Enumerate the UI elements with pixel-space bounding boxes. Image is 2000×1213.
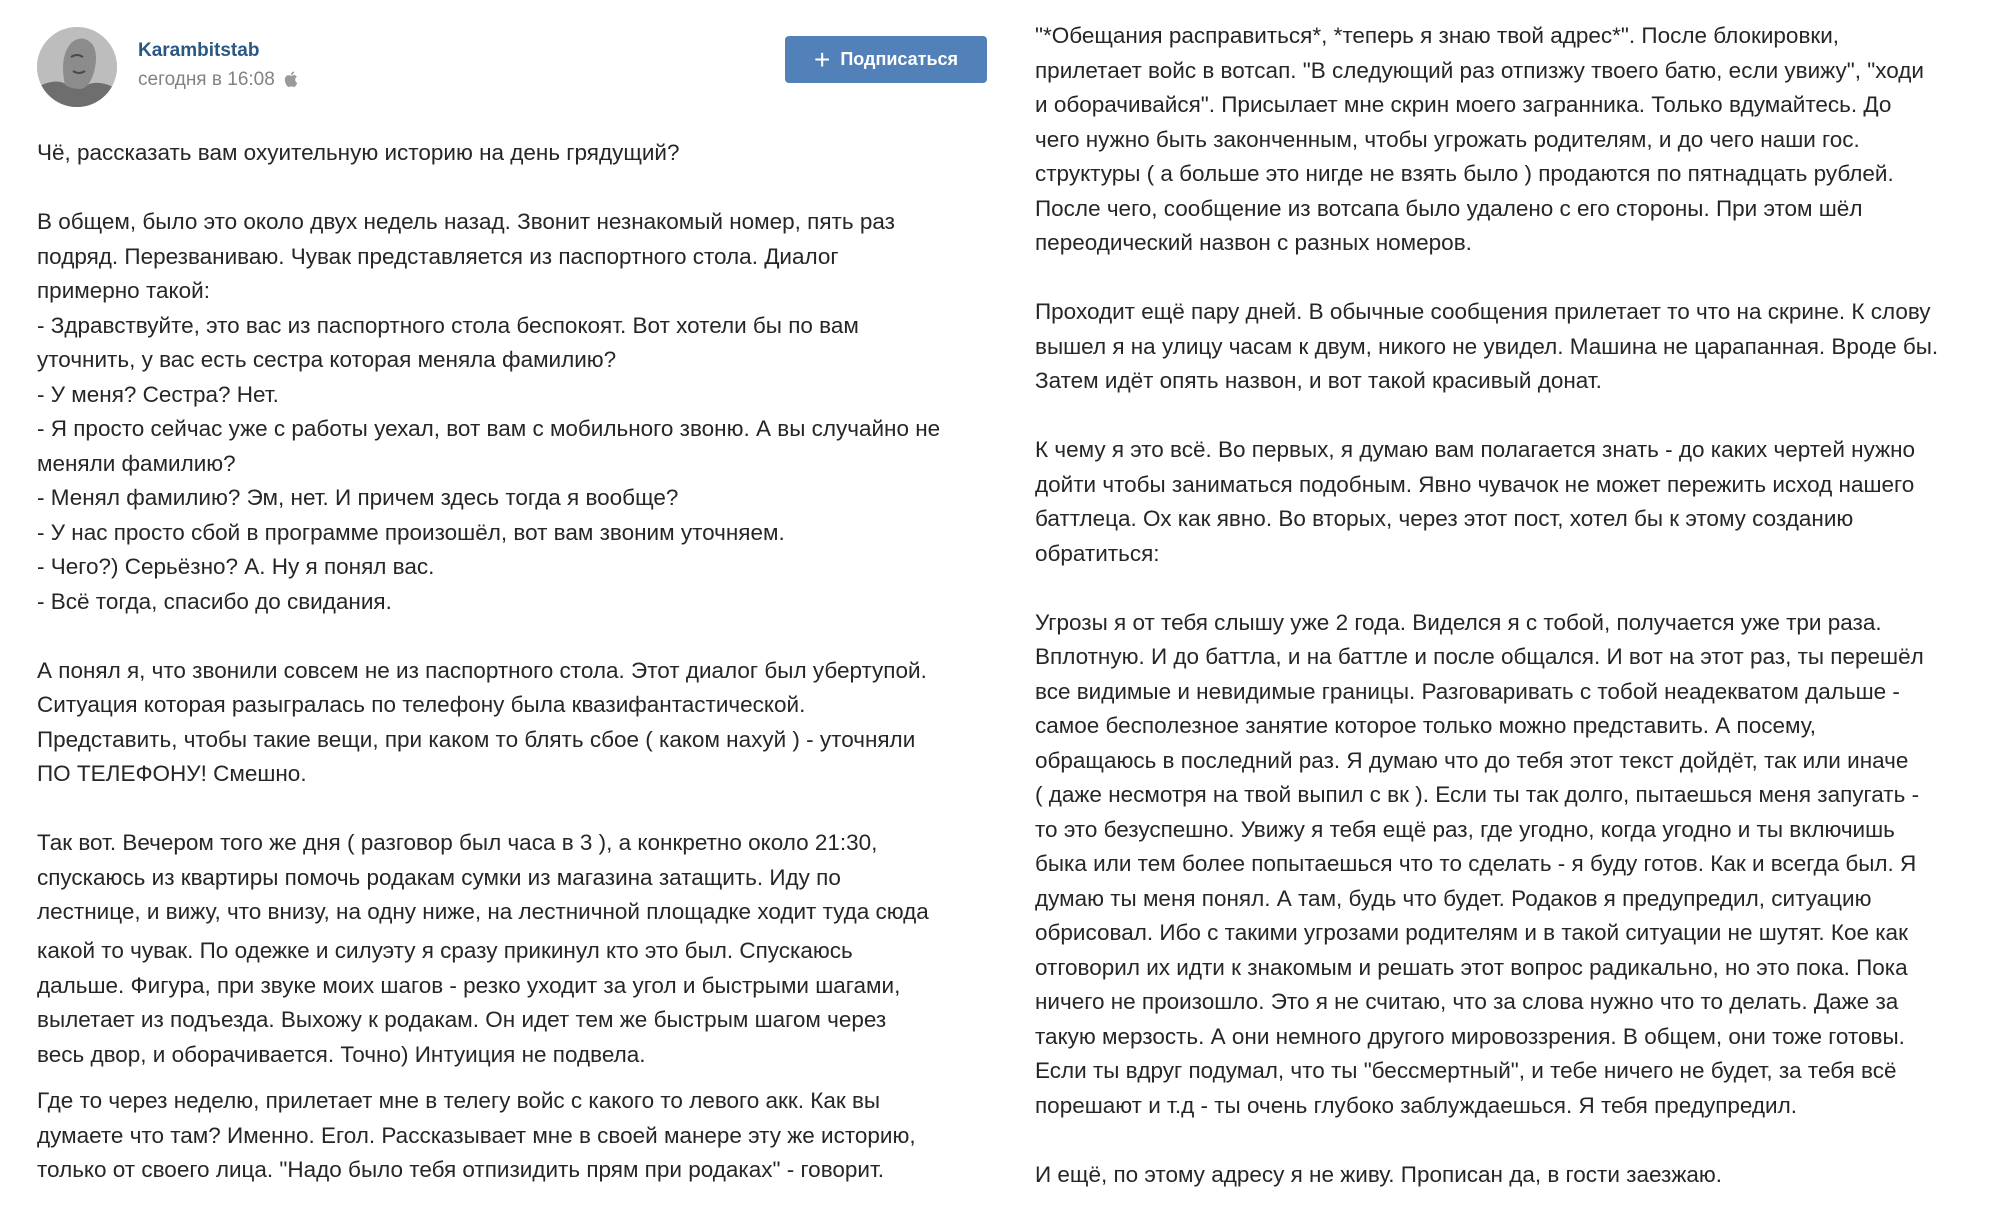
text-line: самое бесполезное занятие которое только можно представить. А посему, [1035,713,1816,738]
post-time-text: сегодня в 16:08 [138,69,275,90]
paragraph: Чё, рассказать вам охуительную историю на день грядущий? [37,140,680,165]
text-line: Проходит ещё пару дней. В обычные сообщения прилетает то что на скрине. К слову [1035,299,1931,324]
text-line: все видимые и невидимые границы. Разговаривать с тобой неадекватом дальше - [1035,678,1900,704]
text-line: чего нужно быть законченным, чтобы угрожать родителям, и до чего наши гос. [1035,126,1860,152]
text-line: Затем идёт опять назвон, и вот такой красивый донат. [1035,368,1602,393]
text-line: ничего не произошло. Это я не считаю, что за слова нужно что то делать. Даже за [1035,989,1899,1014]
text-line: обращаюсь в последний раз. Я думаю что до тебя этот текст дойдёт, так или иначе [1035,747,1909,773]
text-line: ПО ТЕЛЕФОНУ! Смешно. [37,761,307,786]
post-header [37,27,987,107]
dialog-line: - Чего?) Серьёзно? А. Ну я понял вас. [37,554,435,579]
text-line: быка или тем более попытаешься что то сделать - я буду готов. Как и всегда был. Я [1035,851,1917,876]
text-line: структуры ( а больше это нигде не взять было ) продаются по пятнадцать рублей. [1035,161,1894,186]
text-line: думаете что там? Именно. Егол. Рассказывает мне в своей манере эту же историю, [37,1122,916,1148]
text-line: обратиться: [1035,540,1160,566]
text-line: В общем, было это около двух недель назад. Звонит незнакомый номер, пять раз [37,209,895,234]
text-line: отговорил их идти к знакомым и решать этот вопрос радикально, но это пока. Пока [1035,954,1908,980]
dialog-line: - Здравствуйте, это вас из паспортного стола беспокоят. Вот хотели бы по вам [37,312,859,338]
text-line: какой то чувак. По одежке и силуэту я сразу прикинул кто это был. Спускаюсь [37,938,853,963]
text-line: "*Обещания расправиться*, *теперь я знаю твой адрес*". После блокировки, [1035,23,1840,48]
dialog-line: - У нас просто сбой в программе произошёл, вот вам звоним уточняем. [37,519,785,545]
text-line: Угрозы я от тебя слышу уже 2 года. Виделся я с тобой, получается уже три раза. [1035,609,1882,635]
text-line: то это безуспешно. Увижу я тебя ещё раз, где угодно, когда угодно и ты включишь [1035,816,1895,842]
dialog-line: - Менял фамилию? Эм, нет. И причем здесь тогда я вообще? [37,485,679,510]
text-line: примерно такой: [37,278,210,303]
text-line: дойти чтобы заниматься подобным. Явно чувачок не может пережить исход нашего [1035,471,1915,497]
text-line: После чего, сообщение из вотсапа было удалено с его стороны. При этом шёл [1035,195,1863,221]
subscribe-label: Подписаться [840,49,959,69]
text-line: Где то через неделю, прилетает мне в телегу войс с какого то левого акк. Как вы [37,1088,881,1113]
plus-icon: + [813,43,831,75]
text-line: Представить, чтобы такие вещи, при каком то блять сбое ( каком нахуй ) - уточняли [37,726,916,752]
text-line: Если ты вдруг подумал, что ты "бессмертный", и тебе ничего не будет, за тебя всё [1035,1058,1897,1083]
dialog-line: - Всё тогда, спасибо до свидания. [37,588,392,614]
text-line: дальше. Фигура, при звуке моих шагов - резко уходит за угол и быстрыми шагами, [37,972,901,998]
post-text-left [37,136,987,930]
text-line: переодический назвон с разных номеров. [1035,230,1472,255]
text-line: прилетает войс в вотсап. "В следующий раз отпизжу твоего батю, если увижу", "ходи [1035,57,1924,83]
text-line: Так вот. Вечером того же дня ( разговор был часа в 3 ), а конкретно около 21:30, [37,830,878,855]
text-line: подряд. Перезваниваю. Чувак представляется из паспортного стола. Диалог [37,243,839,269]
apple-icon [284,71,298,87]
author-name[interactable]: Karambitstab [138,40,260,61]
text-line: баттлеца. Ох как явно. Во вторых, через этот пост, хотел бы к этому созданию [1035,506,1854,531]
text-line: спускаюсь из квартиры помочь родакам сумки из магазина затащить. Иду по [37,864,841,890]
dialog-line: уточнить, у вас есть сестра которая меняла фамилию? [37,347,617,372]
post-text-right [1035,19,1995,1192]
text-line: весь двор, и оборачивается. Точно) Интуиция не подвела. [37,1041,646,1067]
dialog-line: - Я просто сейчас уже с работы уехал, вот вам с мобильного звоню. А вы случайно не [37,416,941,441]
text-line: только от своего лица. "Надо было тебя отпизидить прям при родаках" - говорит. [37,1157,885,1182]
text-line: А понял я, что звонили совсем не из паспортного стола. Этот диалог был убертупой. [37,657,927,683]
subscribe-button[interactable] [785,36,987,83]
text-line: ( даже несмотря на твой выпил с вк ). Если ты так долго, пытаешься меня запугать - [1035,782,1920,807]
text-line: вылетает из подъезда. Выхожу к родакам. Он идет тем же быстрым шагом через [37,1007,887,1032]
text-line: думаю ты меня понял. А там, будь что будет. Родаков я предупредил, ситуацию [1035,885,1872,911]
text-line: порешают и т.д - ты очень глубоко заблуждаешься. Я тебя предупредил. [1035,1092,1798,1118]
text-line: такую мерзость. А они немного другого мировоззрения. В общем, они тоже готовы. [1035,1023,1905,1049]
dialog-line: меняли фамилию? [37,450,236,476]
avatar[interactable] [37,27,117,107]
post-time[interactable] [138,69,298,91]
text-line: И ещё, по этому адресу я не живу. Прописан да, в гости заезжаю. [1035,1161,1723,1187]
post-text-left-bottom [37,1084,987,1188]
text-line: Вплотную. И до баттла, и на баттле и после общался. И вот на этот раз, ты перешёл [1035,644,1924,669]
text-line: и оборачивайся". Присылает мне скрин моего загранника. Только вдумайтесь. До [1035,92,1892,117]
text-line: Ситуация которая разыгралась по телефону была квазифантастической. [37,692,806,717]
dialog-line: - У меня? Сестра? Нет. [37,381,279,407]
text-line: вышел я на улицу часам к двум, никого не увидел. Машина не царапанная. Вроде бы. [1035,333,1939,359]
avatar-image [37,27,117,107]
post-text-left-lower [37,934,987,1072]
text-line: К чему я это всё. Во первых, я думаю вам полагается знать - до каких чертей нужно [1035,437,1916,462]
text-line: обрисовал. Ибо с такими угрозами родителям и в такой ситуации не шутят. Кое как [1035,920,1908,945]
text-line: лестнице, и вижу, что внизу, на одну ниже, на лестничной площадке ходит туда сюда [37,899,929,924]
